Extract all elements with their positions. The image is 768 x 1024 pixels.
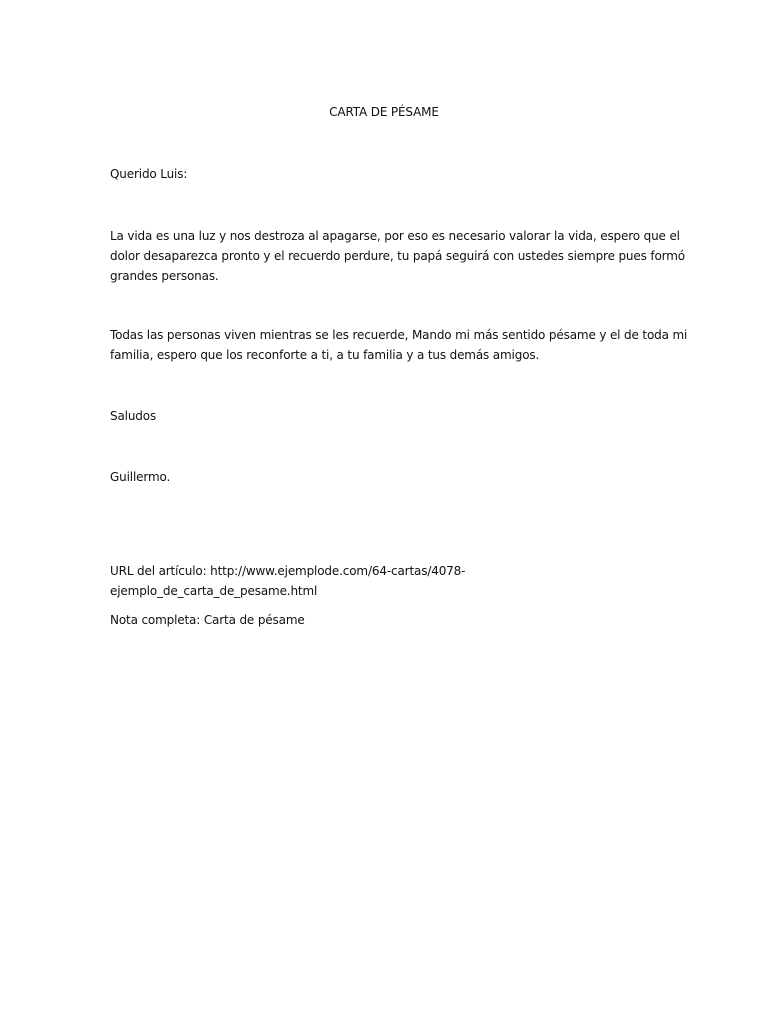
letter-closing: Saludos <box>110 409 157 423</box>
full-note: Nota completa: Carta de pésame <box>110 613 305 627</box>
letter-signature: Guillermo. <box>110 470 171 484</box>
article-url-line: URL del artículo: http://www.ejemplode.com/64-cartas/4078- <box>110 564 466 578</box>
paragraph-2-line: Todas las personas viven mientras se les recuerde, Mando mi más sentido pésame y el de toda mi <box>110 328 688 342</box>
article-url-line: ejemplo_de_carta_de_pesame.html <box>110 584 318 598</box>
letter-greeting: Querido Luis: <box>110 167 188 181</box>
paragraph-1-line: La vida es una luz y nos destroza al apagarse, por eso es necesario valorar la vida, espero que el <box>110 229 680 243</box>
letter-title: CARTA DE PÉSAME <box>329 105 439 119</box>
letter-paragraph-2 <box>110 325 688 365</box>
letter-paragraph-1 <box>110 226 685 286</box>
paragraph-2-line: familia, espero que los reconforte a ti, a tu familia y a tus demás amigos. <box>110 348 540 362</box>
paragraph-1-line: dolor desaparezca pronto y el recuerdo perdure, tu papá seguirá con ustedes siempre pues formó <box>110 249 685 263</box>
article-url <box>110 561 680 601</box>
paragraph-1-line: grandes personas. <box>110 269 219 283</box>
